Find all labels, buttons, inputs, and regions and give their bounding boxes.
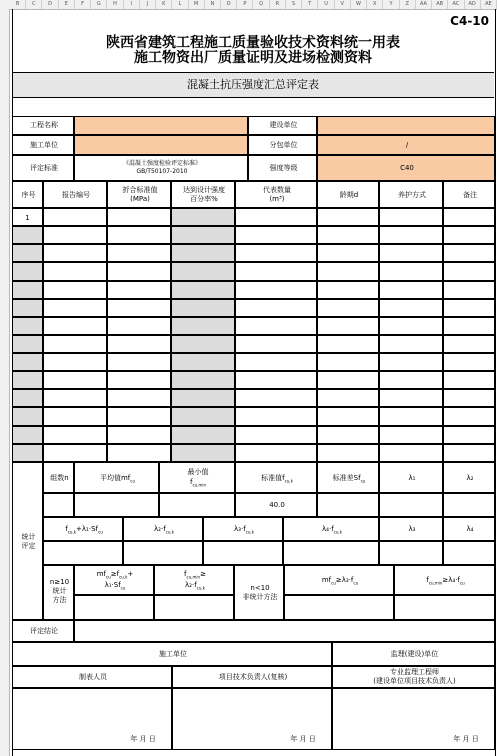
contractor-unit-label: 施工单位 xyxy=(159,650,187,658)
column-header-x[interactable]: X xyxy=(367,0,383,9)
table-cell[interactable] xyxy=(107,426,171,444)
stat-method-line3: 方法 xyxy=(52,596,67,604)
table-cell[interactable] xyxy=(317,426,379,444)
table-cell[interactable] xyxy=(107,226,171,244)
project-name-label: 工程名称 xyxy=(30,121,58,129)
cond4-cell xyxy=(394,565,495,595)
form-subtitle: 混凝土抗压强度汇总评定表 xyxy=(12,72,494,98)
header-report-no xyxy=(43,181,107,208)
table-cell[interactable] xyxy=(107,444,171,462)
project-name-label-cell xyxy=(12,116,74,135)
table-cell[interactable] xyxy=(235,244,317,262)
form-code: C4-10 xyxy=(450,14,489,28)
stats-lambda2-value[interactable] xyxy=(443,493,495,517)
stats-lambda2-label: λ₂ xyxy=(466,474,474,482)
table-cell[interactable] xyxy=(443,335,495,353)
table-cell[interactable] xyxy=(43,262,107,280)
cond3-cell xyxy=(284,565,394,595)
header-converted-line1: 折合标准值 xyxy=(122,186,158,194)
column-header-aa[interactable]: AA xyxy=(416,0,432,9)
header-rep-qty xyxy=(235,181,317,208)
column-header-i[interactable]: I xyxy=(124,0,140,9)
table-cell[interactable] xyxy=(443,262,495,280)
stats-group-count xyxy=(43,462,74,493)
table-cell[interactable] xyxy=(379,244,443,262)
column-header-v[interactable]: V xyxy=(335,0,351,9)
table-cell[interactable] xyxy=(379,444,443,462)
formula4-label: $\lambda_4\cdot f_{cu,k}$ xyxy=(322,525,342,535)
formula3-value[interactable] xyxy=(203,541,283,565)
table-cell[interactable] xyxy=(107,299,171,317)
cond1-line2: $\lambda_1\cdot Sf_{cu}$ xyxy=(104,581,126,591)
first-row-seq: 1 xyxy=(25,214,30,222)
stats-std-value-cell[interactable] xyxy=(235,493,317,517)
contractor-label-cell xyxy=(12,135,74,155)
contractor-input[interactable] xyxy=(74,135,248,155)
table-cell[interactable] xyxy=(12,226,43,244)
table-cell[interactable] xyxy=(12,281,43,299)
grade-label-cell xyxy=(248,155,317,181)
table-cell[interactable] xyxy=(171,244,235,262)
table-cell[interactable] xyxy=(379,299,443,317)
table-cell[interactable] xyxy=(443,226,495,244)
table-cell[interactable] xyxy=(107,244,171,262)
column-header-q[interactable]: Q xyxy=(254,0,270,9)
table-cell[interactable] xyxy=(379,208,443,226)
stats-lambda3-value[interactable] xyxy=(379,541,443,565)
table-cell[interactable] xyxy=(171,299,235,317)
header-remark xyxy=(443,181,495,208)
table-cell[interactable] xyxy=(171,262,235,280)
table-cell[interactable] xyxy=(171,426,235,444)
table-cell[interactable] xyxy=(317,335,379,353)
table-cell[interactable] xyxy=(43,281,107,299)
header-percent-line2: 百分率% xyxy=(190,195,218,203)
column-header-w[interactable]: W xyxy=(351,0,367,9)
table-cell[interactable] xyxy=(43,317,107,335)
table-cell[interactable] xyxy=(443,426,495,444)
cond1-line1: $mf_{cu}\ge f_{cu,k}+$ xyxy=(96,570,134,580)
formula1-value[interactable] xyxy=(43,541,123,565)
table-cell[interactable] xyxy=(235,208,317,226)
header-converted-line2: (MPa) xyxy=(130,195,150,203)
column-header-bar xyxy=(0,0,497,10)
table-cell[interactable] xyxy=(443,281,495,299)
table-cell[interactable] xyxy=(12,244,43,262)
table-cell[interactable] xyxy=(171,407,235,425)
stats-std-value-label: 标准值$f_{cu,k}$ xyxy=(261,474,293,484)
table-cell[interactable] xyxy=(12,426,43,444)
standard-label: 评定标准 xyxy=(30,164,58,172)
table-cell[interactable] xyxy=(379,353,443,371)
table-cell[interactable] xyxy=(171,226,235,244)
table-cell[interactable] xyxy=(235,299,317,317)
stats-lambda1-label: λ₁ xyxy=(408,474,416,482)
grade-value: C40 xyxy=(400,164,414,172)
stats-group-count-label: 组数n xyxy=(50,474,69,482)
header-percent-line1: 达到设计强度 xyxy=(183,186,225,194)
column-header-g[interactable]: G xyxy=(91,0,107,9)
column-header-m[interactable]: M xyxy=(189,0,205,9)
table-cell[interactable] xyxy=(107,353,171,371)
stats-lambda4 xyxy=(443,517,495,541)
tech-lead-cell xyxy=(172,666,332,688)
conclusion-input[interactable] xyxy=(74,620,495,642)
table-cell[interactable] xyxy=(12,389,43,407)
stats-std-value xyxy=(235,462,317,493)
formula2-value[interactable] xyxy=(123,541,203,565)
header-curing xyxy=(379,181,443,208)
table-cell[interactable] xyxy=(12,444,43,462)
column-header-o[interactable]: O xyxy=(221,0,237,9)
table-cell[interactable] xyxy=(171,389,235,407)
table-cell[interactable] xyxy=(317,444,379,462)
table-cell[interactable] xyxy=(12,371,43,389)
stats-min-line1: 最小值 xyxy=(187,468,209,476)
column-header-t[interactable]: T xyxy=(302,0,318,9)
table-cell[interactable] xyxy=(12,299,43,317)
table-cell[interactable] xyxy=(379,262,443,280)
table-cell[interactable] xyxy=(443,407,495,425)
supervisor-line1: 专业监理工程师 xyxy=(390,668,439,676)
supervisor-unit-label: 监理(建设)单位 xyxy=(390,650,439,658)
header-seq-label: 序号 xyxy=(21,191,36,199)
table-cell[interactable] xyxy=(43,299,107,317)
header-age-label: 龄期d xyxy=(339,191,359,199)
nonstat-line1: n<10 xyxy=(250,584,270,592)
column-header-n[interactable]: N xyxy=(205,0,221,9)
construction-unit-label-cell xyxy=(248,116,317,135)
header-seq xyxy=(12,181,43,208)
row-header-bar xyxy=(0,9,10,756)
conclusion-label-cell xyxy=(12,620,74,642)
table-cell[interactable] xyxy=(43,389,107,407)
table-cell[interactable] xyxy=(171,208,235,226)
table-cell[interactable] xyxy=(379,407,443,425)
stats-std-dev-label: 标准差$Sf_{cu}$ xyxy=(332,474,366,484)
cond1-cell xyxy=(74,565,154,595)
construction-unit-label: 建设单位 xyxy=(269,121,298,129)
formula1-cell xyxy=(43,517,123,541)
table-cell[interactable] xyxy=(317,371,379,389)
formula1-label: $f_{cu,k}+\lambda_1\cdot Sf_{cu}$ xyxy=(65,525,103,535)
cond3-label: $mf_{cu}\ge\lambda_3\cdot f_{cu}$ xyxy=(321,576,359,586)
table-cell[interactable] xyxy=(43,371,107,389)
nonstat-line2: 非统计方法 xyxy=(242,593,278,601)
table-cell[interactable] xyxy=(379,371,443,389)
table-cell[interactable] xyxy=(43,353,107,371)
formula3-label: $\lambda_3\cdot f_{cu,k}$ xyxy=(234,525,254,535)
table-cell[interactable] xyxy=(379,317,443,335)
stat-method-line1: n≥10 xyxy=(49,578,70,586)
construction-unit-input[interactable] xyxy=(317,116,495,135)
column-header-ab[interactable]: AB xyxy=(432,0,448,9)
table-cell[interactable] xyxy=(235,262,317,280)
title-line-2: 施工物资出厂质量证明及进场检测资料 xyxy=(134,50,372,66)
cond2-cell xyxy=(154,565,234,595)
stats-mean-label: 平均值$mf_{cu}$ xyxy=(99,474,136,484)
date-3: 年 月 日 xyxy=(453,735,479,743)
table-cell[interactable] xyxy=(317,226,379,244)
stats-lambda2 xyxy=(443,462,495,493)
subcontractor-value: / xyxy=(405,141,409,149)
table-cell[interactable] xyxy=(235,371,317,389)
formula3-cell xyxy=(203,517,283,541)
title-line-1: 陕西省建筑工程施工质量验收技术资料统一用表 xyxy=(106,35,400,51)
table-cell[interactable] xyxy=(379,281,443,299)
column-header-y[interactable]: Y xyxy=(383,0,399,9)
table-cell[interactable] xyxy=(12,353,43,371)
stats-std-value-number: 40.0 xyxy=(269,501,285,509)
cond4-label: $f_{cu,min}\ge\lambda_4\cdot f_{cu}$ xyxy=(426,576,465,586)
tech-lead-signature[interactable] xyxy=(172,688,332,750)
table-cell[interactable] xyxy=(235,281,317,299)
table-cell[interactable] xyxy=(235,317,317,335)
subcontractor-label: 分包单位 xyxy=(269,141,298,149)
grade-label: 强度等级 xyxy=(269,164,298,172)
table-cell[interactable] xyxy=(235,389,317,407)
table-cell[interactable] xyxy=(12,335,43,353)
date-2: 年 月 日 xyxy=(290,735,316,743)
header-rep-line1: 代表数量 xyxy=(263,186,291,194)
table-cell[interactable] xyxy=(107,208,171,226)
preparer-signature[interactable] xyxy=(12,688,172,750)
table-cell[interactable] xyxy=(43,244,107,262)
table-cell[interactable] xyxy=(12,407,43,425)
cond2-value[interactable] xyxy=(154,595,234,620)
stats-lambda1 xyxy=(379,462,443,493)
stats-lambda3-label: λ₃ xyxy=(408,525,416,533)
table-cell[interactable] xyxy=(107,407,171,425)
table-cell[interactable] xyxy=(171,317,235,335)
column-header-j[interactable]: J xyxy=(140,0,156,9)
table-cell[interactable] xyxy=(107,389,171,407)
table-cell[interactable] xyxy=(443,244,495,262)
column-header-l[interactable]: L xyxy=(172,0,188,9)
table-cell[interactable] xyxy=(317,262,379,280)
table-cell[interactable] xyxy=(379,335,443,353)
nonstat-cell xyxy=(234,565,284,620)
column-header-u[interactable]: U xyxy=(318,0,334,9)
header-rep-line2: (m³) xyxy=(269,195,285,203)
table-cell[interactable] xyxy=(235,335,317,353)
table-cell[interactable] xyxy=(379,226,443,244)
table-cell[interactable] xyxy=(12,317,43,335)
formula4-cell xyxy=(283,517,379,541)
table-cell[interactable] xyxy=(43,426,107,444)
table-cell[interactable] xyxy=(317,407,379,425)
header-converted xyxy=(107,181,171,208)
table-cell[interactable] xyxy=(317,299,379,317)
cond3-value[interactable] xyxy=(284,595,394,620)
grade-input[interactable] xyxy=(317,155,495,181)
stats-mean-value[interactable] xyxy=(74,493,159,517)
standard-value-line1: 《混凝土强度检验评定标准》 xyxy=(122,160,201,167)
supervisor-line2: (建设单位项目技术负责人) xyxy=(373,677,456,685)
subcontractor-label-cell xyxy=(248,135,317,155)
header-age xyxy=(317,181,379,208)
header-curing-label: 养护方式 xyxy=(398,191,426,199)
table-cell[interactable] xyxy=(443,353,495,371)
stat-method-cell xyxy=(43,565,74,620)
supervisor-unit-cell xyxy=(332,642,495,666)
cond2-line2: $\lambda_2\cdot f_{cu,k}$ xyxy=(185,581,205,591)
project-name-input[interactable] xyxy=(74,116,248,135)
column-header-ac[interactable]: AC xyxy=(448,0,464,9)
stats-min-value[interactable] xyxy=(159,493,235,517)
table-cell[interactable] xyxy=(235,426,317,444)
column-header-c[interactable]: C xyxy=(26,0,42,9)
formula2-cell xyxy=(123,517,203,541)
cond2-line1: $f_{cu,min}\ge$ xyxy=(184,570,206,580)
standard-value-line2: GB/T50107-2010 xyxy=(136,168,188,175)
stats-lambda4-label: λ₄ xyxy=(466,525,474,533)
standard-value-cell[interactable] xyxy=(74,155,248,181)
column-header-h[interactable]: H xyxy=(107,0,123,9)
table-cell[interactable] xyxy=(171,281,235,299)
header-remark-label: 备注 xyxy=(463,191,477,199)
table-cell[interactable] xyxy=(443,389,495,407)
stats-lambda3 xyxy=(379,517,443,541)
table-cell[interactable] xyxy=(107,335,171,353)
table-cell[interactable] xyxy=(317,317,379,335)
supervisor-cell xyxy=(332,666,495,688)
stats-min-line2: $f_{cu,min}$ xyxy=(189,478,207,488)
column-header-ad[interactable]: AD xyxy=(465,0,481,9)
column-header-d[interactable]: D xyxy=(42,0,58,9)
column-header-z[interactable]: Z xyxy=(400,0,416,9)
table-cell[interactable] xyxy=(235,407,317,425)
column-header-f[interactable]: F xyxy=(75,0,91,9)
cond1-value[interactable] xyxy=(74,595,154,620)
table-cell[interactable] xyxy=(171,335,235,353)
table-cell[interactable] xyxy=(443,371,495,389)
table-cell[interactable] xyxy=(379,426,443,444)
table-cell[interactable] xyxy=(443,208,495,226)
stats-std-dev xyxy=(317,462,379,493)
standard-label-cell xyxy=(12,155,74,181)
stats-section-label-cell xyxy=(12,462,43,620)
contractor-label: 施工单位 xyxy=(30,141,58,149)
preparer-cell xyxy=(12,666,172,688)
table-cell[interactable] xyxy=(43,335,107,353)
table-cell[interactable] xyxy=(107,317,171,335)
stats-mean xyxy=(74,462,159,493)
form-right-border xyxy=(495,9,496,756)
column-header-s[interactable]: S xyxy=(286,0,302,9)
table-cell[interactable] xyxy=(171,353,235,371)
stats-lambda4-value[interactable] xyxy=(443,541,495,565)
column-header-r[interactable]: R xyxy=(270,0,286,9)
table-cell[interactable] xyxy=(43,444,107,462)
header-percent xyxy=(171,181,235,208)
table-cell[interactable] xyxy=(107,262,171,280)
formula4-value[interactable] xyxy=(283,541,379,565)
subcontractor-input[interactable] xyxy=(317,135,495,155)
preparer-label: 制表人员 xyxy=(79,673,107,681)
supervisor-signature[interactable] xyxy=(332,688,495,750)
stats-min xyxy=(159,462,235,493)
table-cell[interactable] xyxy=(107,281,171,299)
table-cell[interactable] xyxy=(443,317,495,335)
tech-lead-label: 项目技术负责人(复核) xyxy=(218,673,288,681)
stats-label-line1: 统计 xyxy=(21,533,36,541)
table-cell[interactable] xyxy=(235,226,317,244)
date-1: 年 月 日 xyxy=(130,735,156,743)
column-header-b[interactable]: B xyxy=(10,0,26,9)
table-cell[interactable] xyxy=(235,444,317,462)
header-report-no-label: 报告编号 xyxy=(62,191,90,199)
stats-label-line2: 评定 xyxy=(21,542,36,550)
table-cell[interactable] xyxy=(443,299,495,317)
table-cell[interactable] xyxy=(171,444,235,462)
table-cell[interactable] xyxy=(317,281,379,299)
cond4-value[interactable] xyxy=(394,595,495,620)
column-header-p[interactable]: P xyxy=(237,0,253,9)
stat-method-line2: 统计 xyxy=(52,587,67,595)
table-cell[interactable] xyxy=(43,226,107,244)
formula2-label: $\lambda_2\cdot f_{cu,k}$ xyxy=(154,525,174,535)
column-header-ae[interactable]: AE xyxy=(481,0,497,9)
table-cell[interactable] xyxy=(317,208,379,226)
conclusion-label: 评定结论 xyxy=(30,627,58,635)
column-header-k[interactable]: K xyxy=(156,0,172,9)
table-cell[interactable] xyxy=(12,262,43,280)
stats-lambda1-value[interactable] xyxy=(379,493,443,517)
stats-std-dev-value[interactable] xyxy=(317,493,379,517)
table-cell[interactable] xyxy=(379,389,443,407)
table-cell[interactable] xyxy=(107,371,171,389)
table-cell[interactable] xyxy=(317,353,379,371)
table-cell[interactable] xyxy=(43,208,107,226)
contractor-unit-cell xyxy=(12,642,332,666)
table-cell[interactable] xyxy=(317,389,379,407)
table-cell[interactable] xyxy=(317,244,379,262)
table-cell[interactable] xyxy=(235,353,317,371)
table-cell[interactable] xyxy=(43,407,107,425)
table-cell[interactable] xyxy=(171,371,235,389)
table-cell[interactable] xyxy=(443,444,495,462)
column-header-e[interactable]: E xyxy=(59,0,75,9)
stats-group-count-value[interactable] xyxy=(43,493,74,517)
